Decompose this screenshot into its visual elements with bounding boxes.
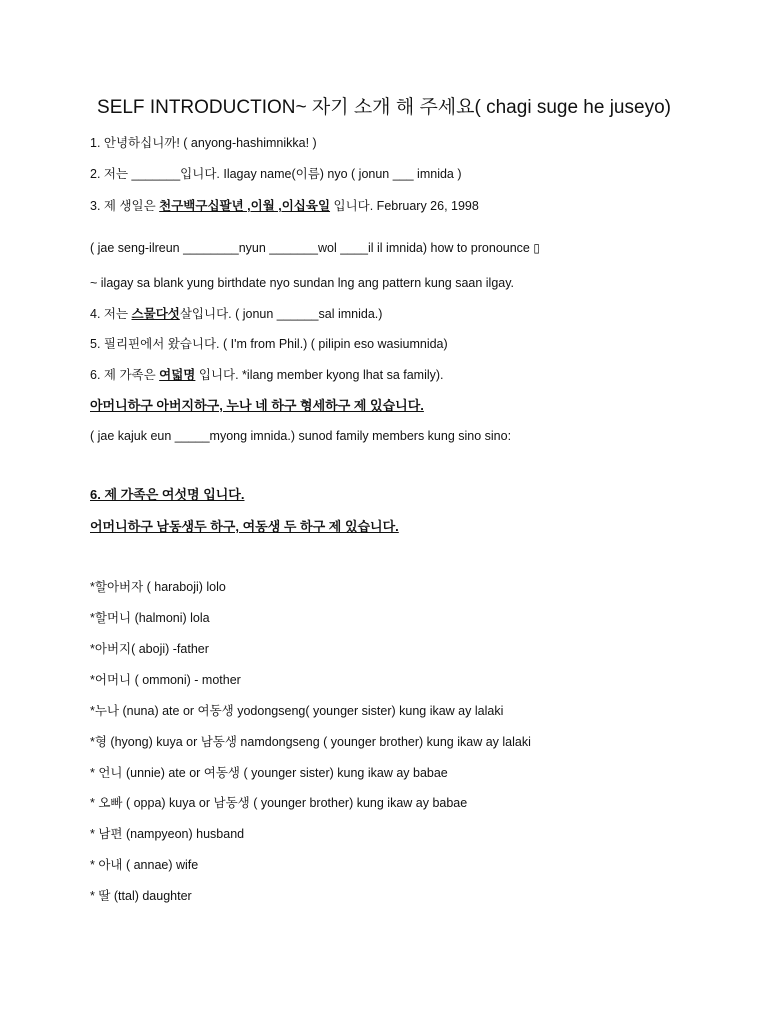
vocab-item: * 언니 (unnie) ate or 여동생 ( younger sister) kung ikaw ay babae [90,766,448,780]
example-family-members: 어머니하구 남동생두 하구, 여동생 두 하구 제 있습니다. [90,519,399,534]
family-members-line: 아머니하구 아버지하구, 누나 네 하구 형세하구 제 있습니다. [90,398,424,413]
birthday-instruction-line: ~ ilagay sa blank yung birthdate nyo sundan lng ang pattern kung saan ilgay. [90,276,515,290]
family-pronunciation-line: ( jae kajuk eun _____myong imnida.) sunod family members kung sino sino: [90,429,512,443]
age-line [90,305,728,323]
birthday-line-start: 3. 제 생일은 [90,199,156,213]
vocab-item: *어머니 ( ommoni) - mother [90,673,241,687]
family-count-line [90,366,728,384]
family-count-start: 6. 제 가족은 [90,368,156,382]
birthday-pronunciation-text: ( jae seng-ilreun ________nyun _______wol ____il il imnida) how to pronounce [90,241,534,255]
vocab-item: *형 (hyong) kuya or 남동생 namdongseng ( younger brother) kung ikaw ay lalaki [90,735,531,749]
birthday-pronunciation-line [90,239,728,257]
vocab-item: *아버지( aboji) -father [90,642,209,656]
greeting-line: 1. 안녕하십니까! ( anyong-hashimnikka! ) [90,136,317,150]
family-count-end: 입니다. *ilang member kyong lhat sa family). [198,368,444,382]
age-line-end: 살입니다. ( jonun ______sal imnida.) [179,307,383,321]
family-count-number: 여덟명 [159,368,196,382]
vocab-item: *할아버자 ( haraboji) lolo [90,580,226,594]
age-line-start: 4. 저는 [90,307,129,321]
vocab-item: * 남편 (nampyeon) husband [90,827,245,841]
birthday-line [90,197,728,215]
birthday-line-end: 입니다. February 26, 1998 [333,199,479,213]
square-glyph-icon: ▯ [533,241,540,255]
page-title: SELF INTRODUCTION~ 자기 소개 해 주세요( chagi suge he juseyo) [97,97,671,118]
vocab-item: * 딸 (ttal) daughter [90,889,192,903]
example-family-count: 6. 제 가족은 여섯명 입니다. [90,487,245,502]
origin-line: 5. 필리핀에서 왔습니다. ( I'm from Phil.) ( pilipin eso wasiumnida) [90,337,448,351]
vocab-item: * 오빠 ( oppa) kuya or 남동생 ( younger brother) kung ikaw ay babae [90,796,468,810]
vocab-item: *할머니 (halmoni) lola [90,611,210,625]
name-line: 2. 저는 _______입니다. Ilagay name(이름) nyo ( jonun ___ imnida ) [90,167,462,181]
age-korean-number: 스물다섯 [131,307,180,321]
vocab-item: *누나 (nuna) ate or 여동생 yodongseng( younger sister) kung ikaw ay lalaki [90,704,504,718]
vocab-item: * 아내 ( annae) wife [90,858,199,872]
birthday-korean-date: 천구백구십팔년 ,이월 ,이십육일 [159,199,331,213]
